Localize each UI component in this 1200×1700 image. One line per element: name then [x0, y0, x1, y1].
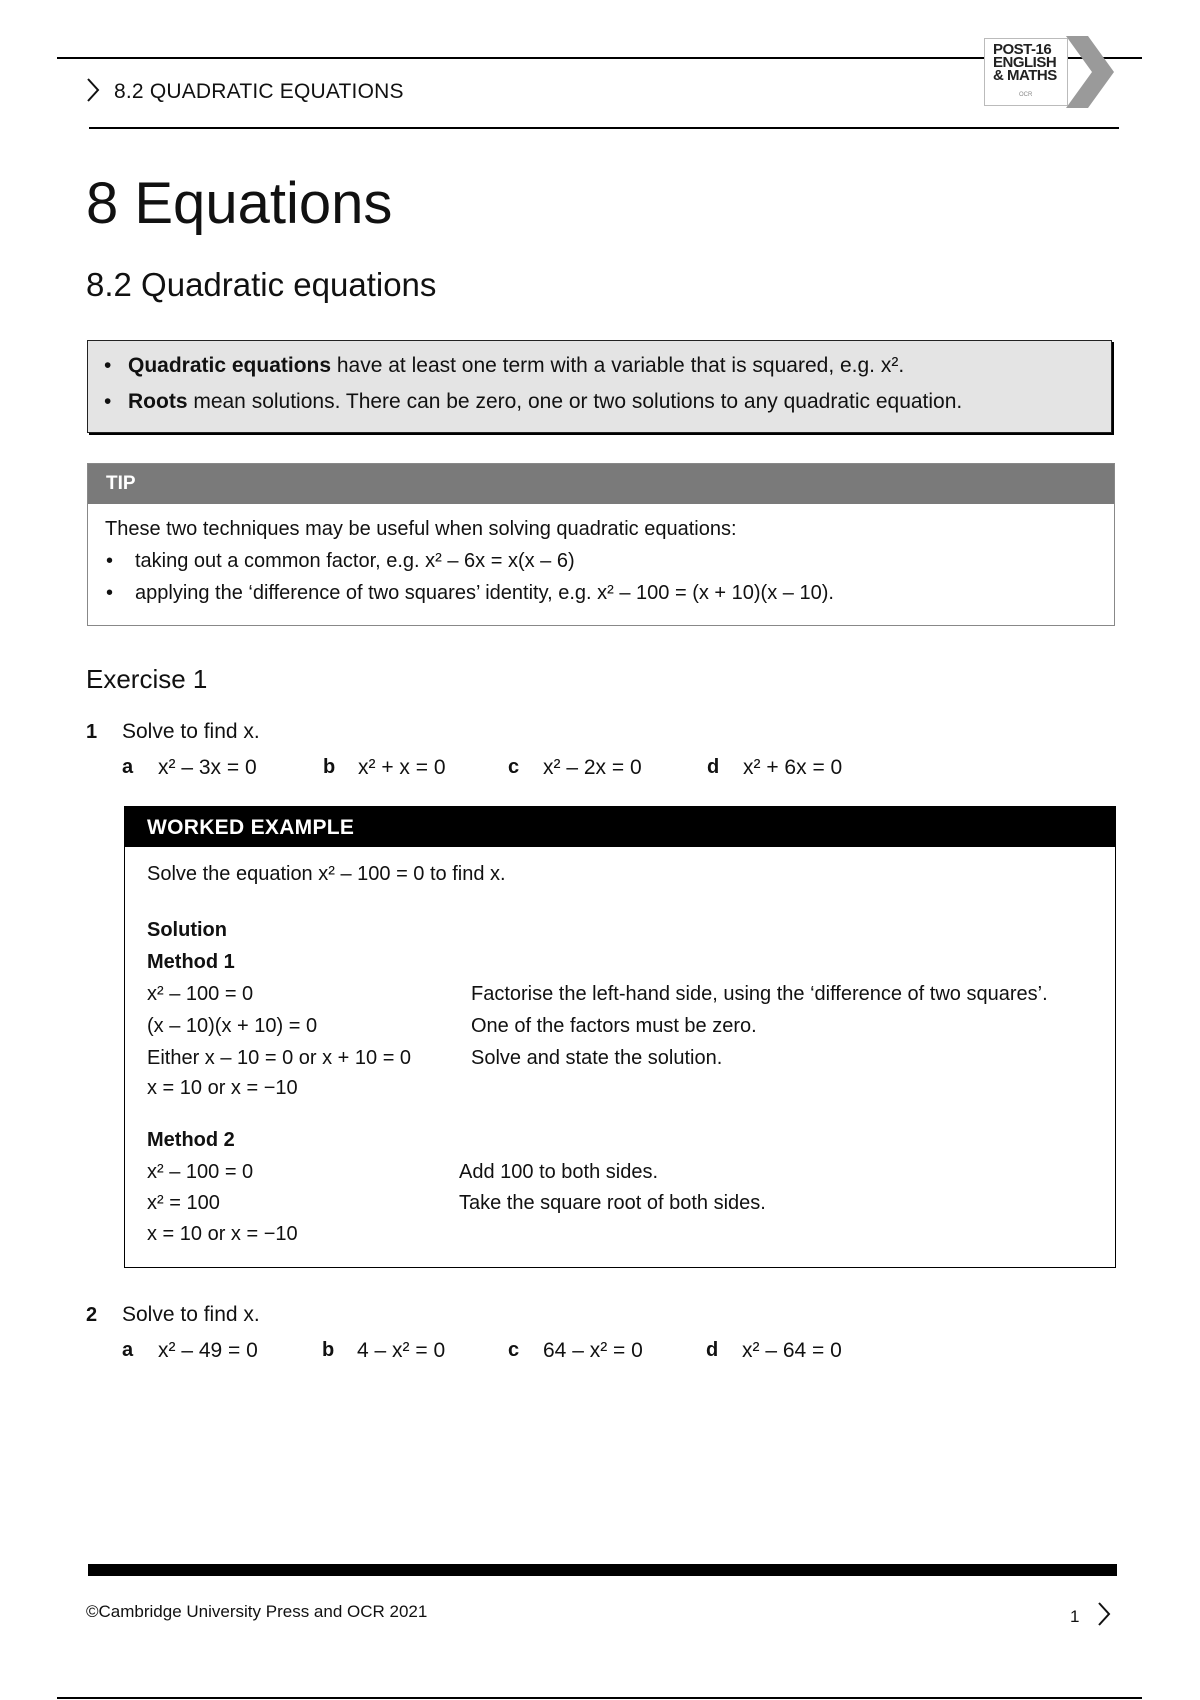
part-equation: x² – 49 = 0 [158, 1339, 258, 1362]
method-1-note: Solve and state the solution. [471, 1047, 723, 1069]
method-1-step: Either x – 10 = 0 or x + 10 = 0 [147, 1047, 412, 1069]
part-letter: b [323, 756, 336, 778]
tip-item: applying the ‘difference of two squares’ identity, e.g. x² – 100 = (x + 10)(x – 10). [135, 582, 834, 604]
worked-example-label: WORKED EXAMPLE [147, 816, 355, 839]
method-1-label: Method 1 [147, 951, 235, 973]
exercise-title: Exercise 1 [86, 664, 208, 694]
question-number: 2 [86, 1304, 98, 1326]
method-2-label: Method 2 [147, 1129, 235, 1151]
worked-example-box [124, 806, 1116, 1268]
method-1-note: One of the factors must be zero. [471, 1015, 757, 1037]
bullet-icon: • [104, 390, 112, 413]
definition-term: Quadratic equations [128, 354, 332, 377]
method-1-note: Factorise the left-hand side, using the ‘difference of two squares’. [471, 983, 1048, 1005]
top-rule [57, 57, 1142, 59]
part-equation: x² + 6x = 0 [743, 756, 843, 779]
part-equation: 64 – x² = 0 [543, 1339, 643, 1362]
definition-term: Roots [128, 390, 188, 413]
method-1-step: (x – 10)(x + 10) = 0 [147, 1015, 318, 1037]
method-1-step: x = 10 or x = −10 [147, 1077, 298, 1099]
tip-item: taking out a common factor, e.g. x² – 6x = x(x – 6) [135, 550, 575, 572]
part-letter: a [122, 756, 134, 778]
chevron-right-icon [86, 77, 100, 103]
definition-text: mean solutions. There can be zero, one or two solutions to any quadratic equation. [187, 390, 963, 413]
part-letter: c [508, 756, 520, 778]
next-page-chevron-icon[interactable] [1097, 1601, 1111, 1627]
definition-box [87, 340, 1112, 433]
method-2-note: Take the square root of both sides. [459, 1192, 766, 1214]
bullet-icon: • [106, 582, 114, 604]
logo-line-1: POST-16 [993, 41, 1052, 58]
method-2-note: Add 100 to both sides. [459, 1161, 659, 1183]
logo-line-3: & MATHS [993, 67, 1057, 84]
part-letter: b [322, 1339, 335, 1361]
bullet-icon: • [106, 550, 114, 572]
method-2-step: x² = 100 [147, 1192, 220, 1214]
worked-example-header [125, 807, 1115, 847]
footer-copyright: ©Cambridge University Press and OCR 2021 [86, 1602, 428, 1621]
chapter-title: 8 Equations [86, 171, 393, 236]
tip-label: TIP [106, 473, 136, 494]
logo-line-4: OCR [1019, 92, 1033, 98]
tip-intro: These two techniques may be useful when solving quadratic equations: [105, 518, 737, 540]
tip-box [87, 463, 1115, 626]
part-letter: d [706, 1339, 719, 1361]
page-number: 1 [1070, 1607, 1080, 1626]
section-title: 8.2 Quadratic equations [86, 266, 437, 303]
method-1-step: x² – 100 = 0 [147, 983, 254, 1005]
part-letter: a [122, 1339, 134, 1361]
bullet-icon: • [104, 354, 112, 377]
part-equation: x² + x = 0 [358, 756, 446, 779]
worked-example-question: Solve the equation x² – 100 = 0 to find x. [147, 863, 506, 885]
part-equation: x² – 2x = 0 [543, 756, 642, 779]
definition-item [104, 354, 904, 378]
method-2-step: x = 10 or x = −10 [147, 1223, 298, 1245]
question-number: 1 [86, 721, 98, 743]
part-equation: x² – 64 = 0 [742, 1339, 842, 1362]
tip-header [88, 464, 1114, 504]
bottom-rule [57, 1697, 1142, 1699]
header-rule [89, 127, 1119, 129]
logo-chevron-icon [1066, 36, 1126, 108]
question-text: Solve to find x. [122, 720, 260, 743]
question-text: Solve to find x. [122, 1303, 260, 1326]
part-equation: x² – 3x = 0 [158, 756, 257, 779]
part-letter: c [508, 1339, 520, 1361]
method-2-step: x² – 100 = 0 [147, 1161, 254, 1183]
part-letter: d [707, 756, 720, 778]
definition-item [104, 390, 962, 414]
logo-line-2: ENGLISH [993, 54, 1057, 71]
header-section-label: 8.2 QUADRATIC EQUATIONS [114, 80, 404, 103]
part-equation: 4 – x² = 0 [357, 1339, 446, 1362]
footer-bar [88, 1564, 1117, 1576]
definition-text: have at least one term with a variable that is squared, e.g. x². [331, 354, 905, 377]
post16-logo [984, 38, 1068, 106]
solution-label: Solution [147, 919, 227, 941]
